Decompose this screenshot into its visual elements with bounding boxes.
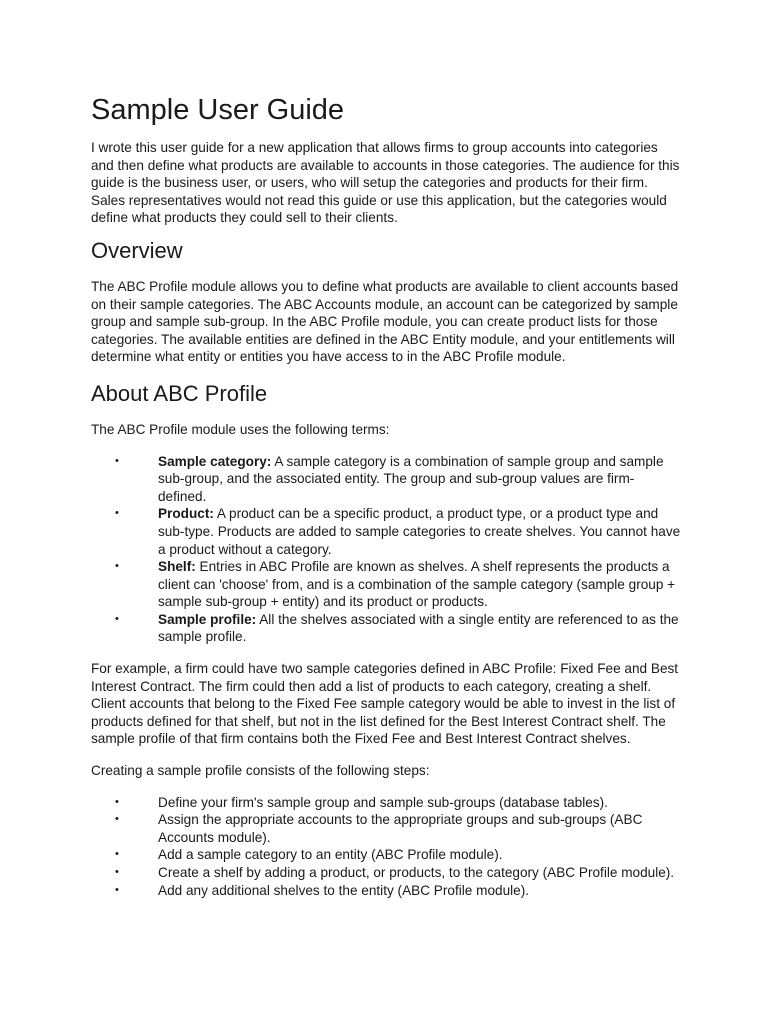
bullet-icon: • <box>115 813 119 826</box>
list-item <box>91 864 681 882</box>
example-paragraph: For example, a firm could have two sample categories defined in ABC Profile: Fixed Fee and Best Interest Contract. The firm could then add a list of products to each category, creating a shelf. Client accounts that belong to the Fixed Fee sample category would be able to invest in the list of products defined for that shelf, but not in the list defined for the Best Interest Contract shelf. The sample profile of that firm contains both the Fixed Fee and Best Interest Contract shelves. <box>91 661 679 747</box>
term-label: Product: <box>158 506 214 522</box>
about-lead-paragraph: The ABC Profile module uses the following terms: <box>91 421 390 437</box>
list-item <box>91 794 681 812</box>
bullet-icon: • <box>115 866 119 878</box>
step-text: Define your firm's sample group and sample sub-groups (database tables). <box>158 794 608 810</box>
steps-list <box>91 794 681 900</box>
step-text: Assign the appropriate accounts to the appropriate groups and sub-groups (ABC Accounts module). <box>158 812 643 845</box>
bullet-icon: • <box>115 507 119 520</box>
list-item <box>91 611 681 646</box>
step-text: Add any additional shelves to the entity (ABC Profile module). <box>158 882 530 898</box>
step-text: Create a shelf by adding a product, or products, to the category (ABC Profile module). <box>158 865 675 880</box>
list-item <box>91 558 681 611</box>
bullet-icon: • <box>115 560 119 573</box>
term-description: Entries in ABC Profile are known as shelves. A shelf represents the products a client can 'choose' from, and is a combination of the sample category (sample group + sample sub-group + entity) and its product or products. <box>158 559 676 610</box>
bullet-icon: • <box>115 883 119 896</box>
list-item <box>91 505 681 558</box>
bullet-icon: • <box>115 848 119 861</box>
overview-paragraph: The ABC Profile module allows you to define what products are available to client accounts based on their sample categories. The ABC Accounts module, an account can be categorized by sample group and sample sub-group. In the ABC Profile module, you can create product lists for those categories. The available entities are defined in the ABC Entity module, and your entitlements will determine what entity or entities you have access to in the ABC Profile module. <box>91 278 679 365</box>
term-label: Sample profile: <box>158 611 257 627</box>
step-text: Add a sample category to an entity (ABC Profile module). <box>158 847 503 863</box>
about-heading: About ABC Profile <box>91 380 268 406</box>
intro-paragraph: I wrote this user guide for a new application that allows firms to group accounts into categories and then define what products are available to accounts in those categories. The audience for this guide is the business user, or users, who will setup the categories and products for their firm. Sales representatives would not read this guide or use this application, but the categories would define what products they could sell to their clients. <box>91 140 680 226</box>
list-item <box>91 846 681 864</box>
term-description: All the shelves associated with a single entity are referenced to as the sample profile. <box>158 611 679 645</box>
bullet-icon: • <box>115 795 119 808</box>
page-title: Sample User Guide <box>91 94 345 126</box>
term-label: Sample category: <box>158 453 272 469</box>
list-item <box>91 882 681 900</box>
terms-list <box>91 453 681 647</box>
list-item <box>91 453 681 506</box>
bullet-icon: • <box>115 454 119 467</box>
term-description: A sample category is a combination of sample group and sample sub-group, and the associated entity. The group and sub-group values are firm-defined. <box>158 453 664 504</box>
steps-lead-paragraph: Creating a sample profile consists of the following steps: <box>91 763 430 779</box>
term-label: Shelf: <box>158 559 196 575</box>
term-description: A product can be a specific product, a product type, or a product type and sub-type. Products are added to sample categories to create shelves. You cannot have a product without a category. <box>158 506 681 557</box>
document-content <box>91 92 681 913</box>
bullet-icon: • <box>115 612 119 625</box>
list-item <box>91 811 681 846</box>
overview-heading: Overview <box>91 237 183 263</box>
